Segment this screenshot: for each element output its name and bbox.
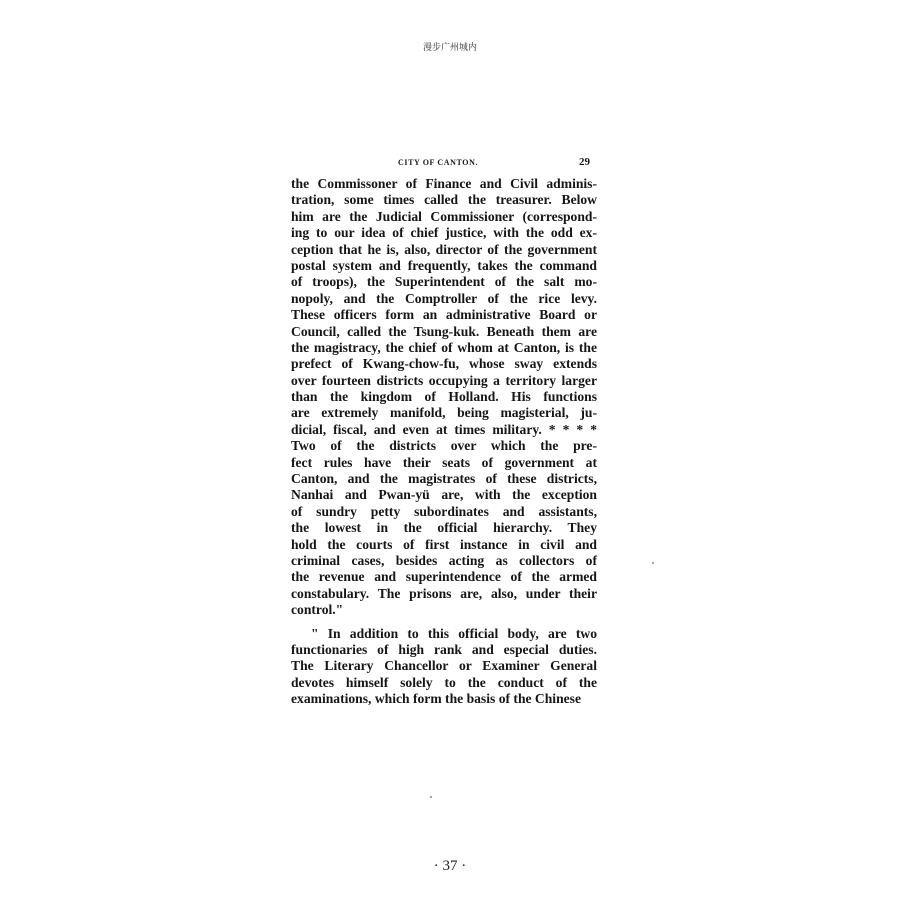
text-line: are extremely manifold, being magisterial, ju- xyxy=(291,405,597,421)
page-number: · 37 · xyxy=(433,858,467,874)
text-line: prefect of Kwang-chow-fu, whose sway extends xyxy=(291,356,597,372)
text-line: control." xyxy=(291,602,344,618)
text-line: tration, some times called the treasurer. Below xyxy=(291,192,597,208)
text-line: examinations, which form the basis of the Chinese xyxy=(291,691,582,707)
text-line: Nanhai and Pwan-yü are, with the exception xyxy=(291,487,597,503)
text-line: ing to our idea of chief justice, with the odd ex- xyxy=(291,225,597,241)
text-line: constabulary. The prisons are, also, under their xyxy=(291,585,597,601)
text-line: hold the courts of first instance in civil and xyxy=(291,536,597,552)
text-line: Council, called the Tsung-kuk. Beneath them are xyxy=(291,323,597,339)
book-title: 漫步广州城内 xyxy=(422,43,477,53)
text-line: The Literary Chancellor or Examiner General xyxy=(291,658,597,674)
text-line: devotes himself solely to the conduct of the xyxy=(291,674,597,690)
paragraph xyxy=(291,176,597,619)
text-line: over fourteen districts occupying a territory larger xyxy=(291,372,597,388)
paper-speck xyxy=(430,796,432,798)
text-line: him are the Judicial Commissioner (correspond- xyxy=(291,208,597,224)
paragraph-gap xyxy=(291,619,597,626)
running-head-title: CITY OF CANTON. xyxy=(398,158,479,167)
running-head-page-number: 29 xyxy=(579,156,590,168)
paper-speck xyxy=(652,562,654,564)
text-line: dicial, fiscal, and even at times military. * * * * xyxy=(291,421,597,437)
text-line: the Commissoner of Finance and Civil adminis- xyxy=(291,176,597,191)
text-line: functionaries of high rank and especial duties. xyxy=(291,641,597,657)
text-line: fect rules have their seats of government at xyxy=(291,454,597,470)
text-line: nopoly, and the Comptroller of the rice levy. xyxy=(291,290,597,306)
text-line: Canton, and the magistrates of these districts, xyxy=(291,471,597,487)
text-line: of troops), the Superintendent of the salt mo- xyxy=(291,274,597,290)
text-line: the magistracy, the chief of whom at Canton, is the xyxy=(291,339,597,355)
text-line: postal system and frequently, takes the command xyxy=(291,257,597,273)
text-line: of sundry petty subordinates and assistants, xyxy=(291,503,597,519)
text-line: the lowest in the official hierarchy. They xyxy=(291,520,597,536)
text-line: ception that he is, also, director of the government xyxy=(291,241,597,257)
text-line: These officers form an administrative Board or xyxy=(291,307,597,323)
text-line: than the kingdom of Holland. His functions xyxy=(291,389,597,405)
text-line: " In addition to this official body, are two xyxy=(311,625,597,641)
text-line: criminal cases, besides acting as collectors of xyxy=(291,552,597,568)
text-line: Two of the districts over which the pre- xyxy=(291,438,597,454)
page-body-text xyxy=(291,176,597,708)
text-line: the revenue and superintendence of the armed xyxy=(291,569,597,585)
paragraph xyxy=(291,626,597,708)
